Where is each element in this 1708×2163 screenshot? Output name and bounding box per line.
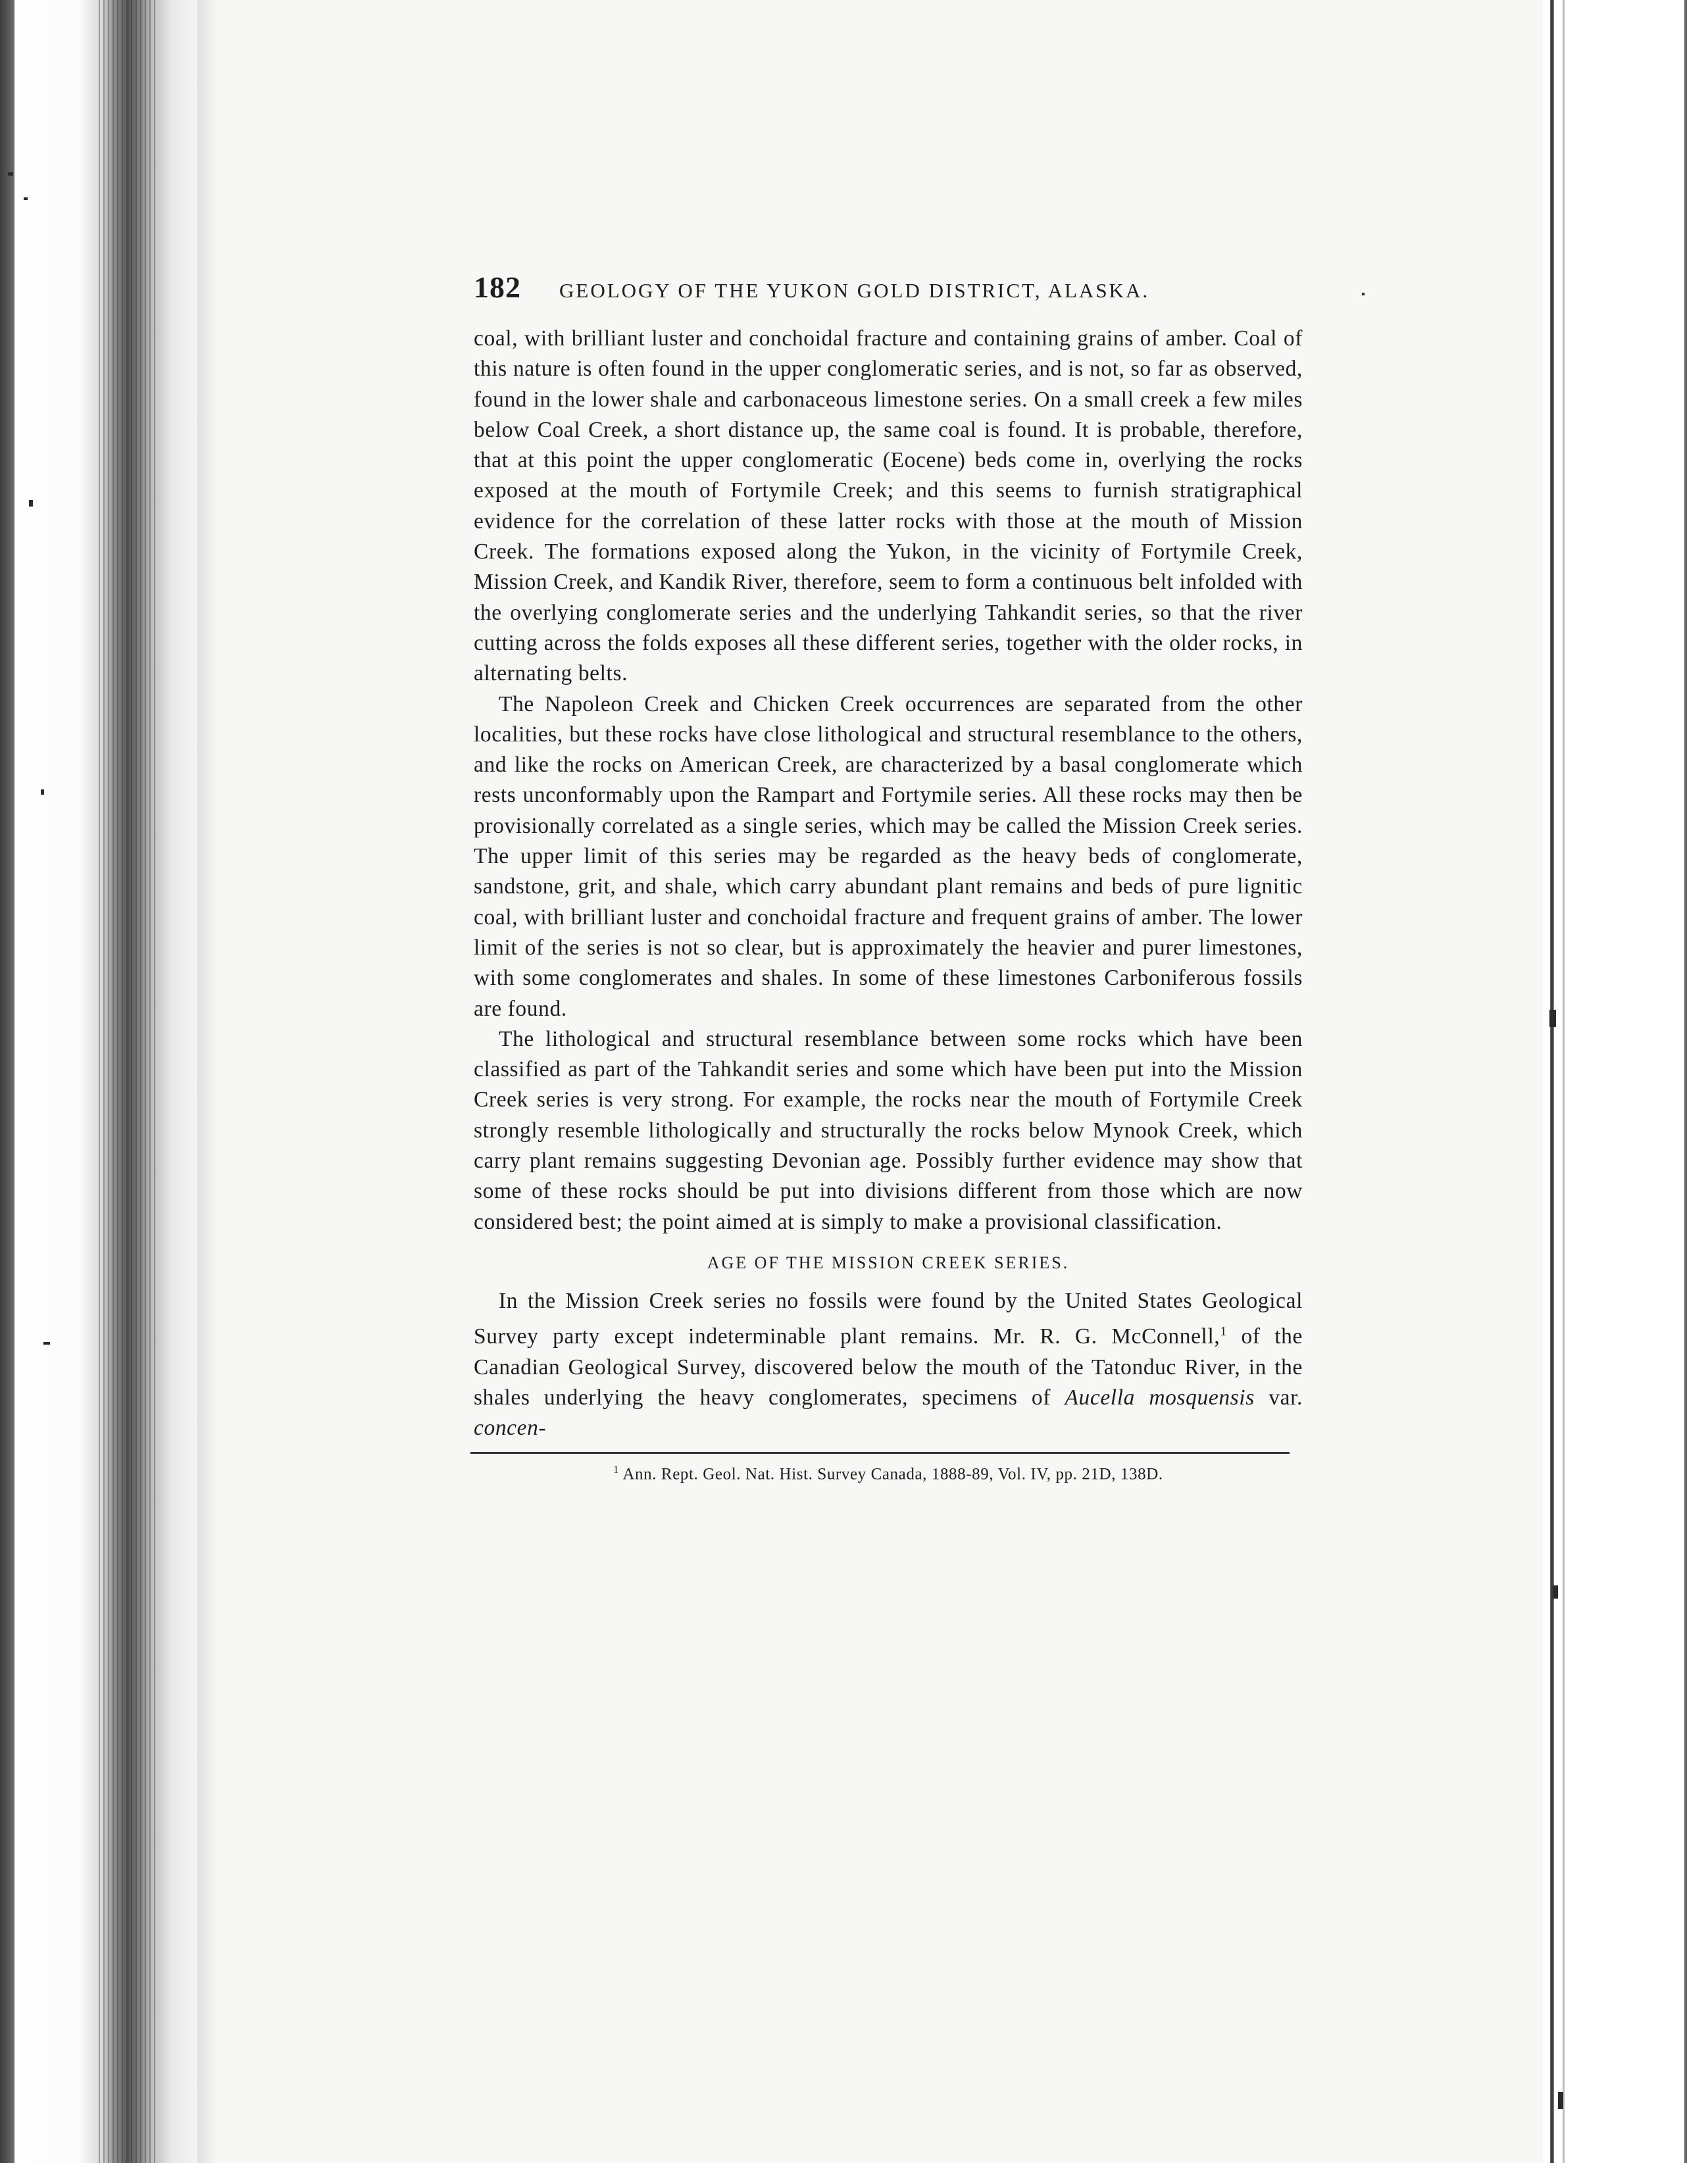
scan-speck <box>41 789 44 795</box>
species-name: Aucella mosquensis <box>1065 1385 1255 1410</box>
scan-speck <box>1558 2092 1563 2109</box>
footnote <box>474 1464 1303 1483</box>
footnote-rule <box>470 1452 1290 1454</box>
section-paragraph <box>474 1286 1303 1444</box>
scan-speck <box>43 1342 50 1345</box>
right-page-edge-faint <box>1563 0 1565 2163</box>
right-margin <box>1543 0 1708 2163</box>
right-page-edge <box>1550 0 1554 2163</box>
section-heading: AGE OF THE MISSION CREEK SERIES. <box>707 1253 1070 1272</box>
scan-speck <box>29 500 33 507</box>
scan-speck <box>24 197 28 200</box>
scan-speck <box>1553 1585 1558 1599</box>
footnote-marker: 1 <box>613 1464 619 1476</box>
paragraph: The Napoleon Creek and Chicken Creek occurrences are separated from the other localities, but these rocks have close lithological and structural resemblance to the others, and like the rocks on American Creek, are characterized by a basal conglomerate which rests unconformably upon the Rampart and Fortymile series. All these rocks may then be provisionally correlated as a single series, which may be called the Mission Creek series. The upper limit of this series may be regarded as the heavy beds of conglomerate, sandstone, grit, and shale, which carry abundant plant remains and beds of pure lignitic coal, with brilliant luster and conchoidal fracture and frequent grains of amber. The lower limit of the series is not so clear, but is approximately the heavier and purer limestones, with some conglomerates and shales. In some of these limestones Carboniferous fossils are found. <box>474 691 1303 1021</box>
paragraph-text: In the Mission Creek series no fossils were found by the United States Geological Survey party except indeterminable plant remains. Mr. R. G. McConnell, <box>474 1288 1303 1349</box>
page-edges <box>99 0 158 2163</box>
running-head <box>474 270 1303 307</box>
paragraph-text: of the Canadian Geological Survey, discovered below the mouth of the Tatonduc River, in the shales underlying the heavy conglomerates, specimens of <box>474 1324 1303 1410</box>
gutter-shadow <box>197 0 217 2163</box>
page-content <box>474 270 1303 1483</box>
footnote-reference: 1 <box>1220 1324 1227 1339</box>
paragraph: The lithological and structural resemblance between some rocks which have been classified as part of the Tahkandit series and some which have been put into the Mission Creek series is very strong. For example, the rocks near the mouth of Fortymile Creek strongly resemble lithologically and structurally the rocks below Mynook Creek, which carry plant remains suggesting Devonian age. Possibly further evidence may show that some of these rocks should be put into divisions different from those which are now considered best; the point aimed at is simply to make a provisional classification. <box>474 1026 1303 1234</box>
scan-speck <box>1362 293 1365 295</box>
paragraph-text: var. <box>1254 1385 1303 1410</box>
scan-speck <box>1549 1010 1556 1027</box>
species-variety: concen- <box>474 1416 547 1441</box>
running-title: GEOLOGY OF THE YUKON GOLD DISTRICT, ALASKA. <box>559 279 1150 302</box>
paragraph-continued: coal, with brilliant luster and conchoidal fracture and containing grains of amber. Coal of this nature is often found in the upper conglomeratic series, and is not, so far as observed, found in the lower shale and carbonaceous limestone series. On a small creek a few miles below Coal Creek, a short distance up, the same coal is found. It is probable, therefore, that at this point the upper conglomeratic (Eocene) beds come in, overlying the rocks exposed at the mouth of Fortymile Creek; and this seems to furnish stratigraphical evidence for the correlation of these latter rocks with those at the mouth of Mission Creek. The formations exposed along the Yukon, in the vicinity of Fortymile Creek, Mission Creek, and Kandik River, therefore, seem to form a continuous belt infolded with the overlying conglomerate series and the underlying Tahkandit series, so that the river cutting across the folds exposes all these different series, together with the older rocks, in alternating belts. <box>474 326 1303 686</box>
binding-shadow <box>0 0 14 2163</box>
footnote-text: Ann. Rept. Geol. Nat. Hist. Survey Canada, 1888-89, Vol. IV, pp. 21D, 138D. <box>622 1464 1163 1483</box>
page-number: 182 <box>474 270 521 304</box>
scan-speck <box>8 172 13 176</box>
scan-border <box>1684 0 1687 2163</box>
